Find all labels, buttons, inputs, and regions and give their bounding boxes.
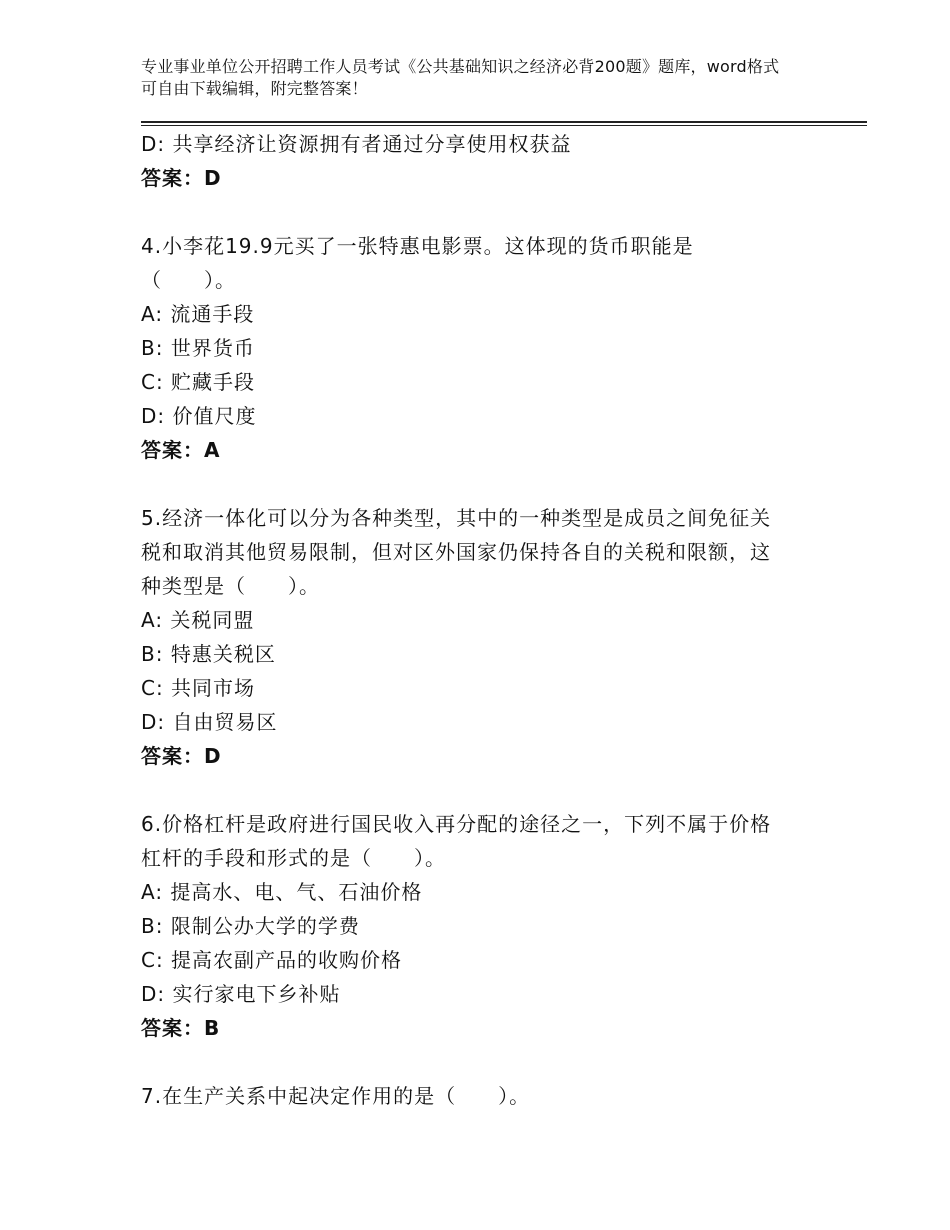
question-6-text-line-1: 6.价格杠杆是政府进行国民收入再分配的途径之一，下列不属于价格 <box>141 812 772 836</box>
question-6-option-c: C: 提高农副产品的收购价格 <box>141 948 403 972</box>
spacer <box>141 1045 801 1079</box>
question-6-option-b: B: 限制公办大学的学费 <box>141 914 360 938</box>
question-4-text-line-1: 4.小李花19.9元买了一张特惠电影票。这体现的货币职能是 <box>141 234 694 258</box>
question-5-text-line-1: 5.经济一体化可以分为各种类型，其中的一种类型是成员之间免征关 <box>141 506 772 530</box>
question-6-text-line-2: 杠杆的手段和形式的是（ ）。 <box>141 846 446 870</box>
header-divider-thin <box>141 125 867 126</box>
document-body <box>141 127 801 1113</box>
question-6-option-d: D: 实行家电下乡补贴 <box>141 982 341 1006</box>
question-5-option-a: A: 关税同盟 <box>141 608 255 632</box>
document-header: 专业事业单位公开招聘工作人员考试《公共基础知识之经济必背200题》题库，word格式可自由下载编辑，附完整答案！ <box>141 57 780 98</box>
question-4-answer: 答案：A <box>141 438 221 462</box>
option-d: D: 共享经济让资源拥有者通过分享使用权获益 <box>141 132 572 156</box>
question-5-option-d: D: 自由贸易区 <box>141 710 278 734</box>
question-5-text-line-2: 税和取消其他贸易限制，但对区外国家仍保持各自的关税和限额，这 <box>141 540 771 564</box>
question-4-option-d: D: 价值尺度 <box>141 404 257 428</box>
answer-line: 答案：D <box>141 166 222 190</box>
question-5-answer: 答案：D <box>141 744 222 768</box>
question-4-option-b: B: 世界货币 <box>141 336 255 360</box>
header-divider-thick <box>141 121 867 123</box>
question-4-text-line-2: （ ）。 <box>141 268 236 292</box>
spacer <box>141 467 801 501</box>
spacer <box>141 773 801 807</box>
question-5-option-c: C: 共同市场 <box>141 676 256 700</box>
question-6-option-a: A: 提高水、电、气、石油价格 <box>141 880 423 904</box>
question-4-option-a: A: 流通手段 <box>141 302 255 326</box>
question-4-option-c: C: 贮藏手段 <box>141 370 256 394</box>
spacer <box>141 195 801 229</box>
question-5-text-line-3: 种类型是（ ）。 <box>141 574 320 598</box>
question-6-answer: 答案：B <box>141 1016 221 1040</box>
question-7-text-line-1: 7.在生产关系中起决定作用的是（ ）。 <box>141 1084 531 1108</box>
question-5-option-b: B: 特惠关税区 <box>141 642 276 666</box>
